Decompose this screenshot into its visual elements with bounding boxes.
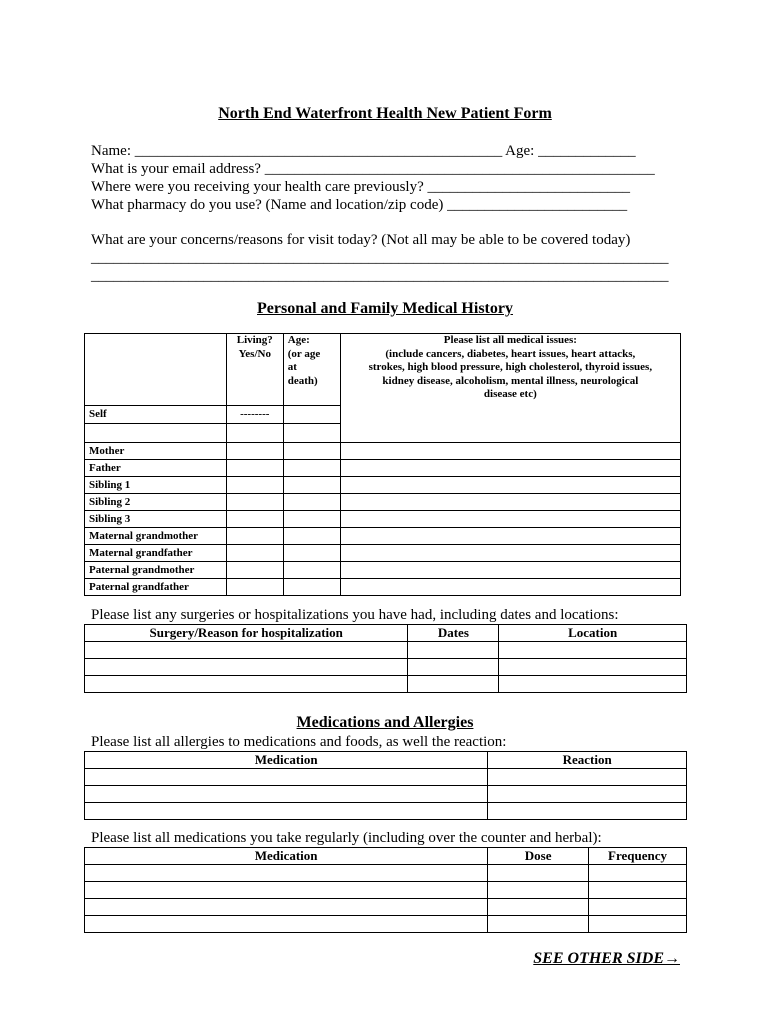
living-cell[interactable] [226,476,283,493]
dose-cell[interactable] [488,899,589,916]
age-cell[interactable] [283,476,340,493]
row-label-paternal-grandfather: Paternal grandfather [85,578,227,595]
issues-cell[interactable] [340,527,680,544]
age-cell[interactable] [283,510,340,527]
row-label-father: Father [85,459,227,476]
row-label-sibling-3: Sibling 3 [85,510,227,527]
see-other-side: SEE OTHER SIDE→ [533,950,680,967]
living-cell[interactable] [226,578,283,595]
age-cell[interactable] [283,527,340,544]
allergies-prompt: Please list all allergies to medications and foods, as well the reaction: [91,734,507,750]
col-dose: Dose [488,848,589,865]
age-cell[interactable] [283,442,340,459]
self-age-cell[interactable] [283,405,340,423]
surgery-reason-cell[interactable] [85,676,408,693]
issues-cell[interactable] [340,510,680,527]
dose-cell[interactable] [488,882,589,899]
col-age-header: Age: (or age at death) [283,334,340,406]
surgery-date-cell[interactable] [408,676,499,693]
concerns-line: What are your concerns/reasons for visit today? (Not all may be able to be covered today) [91,232,631,248]
surgeries-table [84,624,687,693]
living-cell[interactable] [226,442,283,459]
allergy-medication-cell[interactable] [85,786,488,803]
age-cell[interactable] [283,578,340,595]
living-cell[interactable] [226,561,283,578]
row-label-mother: Mother [85,442,227,459]
history-header-blank [85,334,227,406]
issues-cell[interactable] [340,544,680,561]
surgery-location-cell[interactable] [499,642,687,659]
row-label-maternal-grandfather: Maternal grandfather [85,544,227,561]
frequency-cell[interactable] [589,916,687,933]
medication-cell[interactable] [85,916,488,933]
allergy-reaction-cell[interactable] [488,803,687,820]
row-label-self: Self [85,405,227,423]
allergy-reaction-cell[interactable] [488,769,687,786]
age-cell[interactable] [283,544,340,561]
col-allergy-medication: Medication [85,752,488,769]
col-reaction: Reaction [488,752,687,769]
surgeries-prompt: Please list any surgeries or hospitalizations you have had, including dates and locations: [91,607,619,623]
issues-cell[interactable] [340,578,680,595]
living-cell[interactable] [226,510,283,527]
previous-care-line: Where were you receiving your health care previously? ___________________________ [91,179,631,195]
self-blank-cell[interactable] [85,424,227,442]
medications-prompt: Please list all medications you take regularly (including over the counter and herbal): [91,830,602,846]
issues-cell[interactable] [340,493,680,510]
medical-history-table [84,333,681,596]
col-medication: Medication [85,848,488,865]
col-dates: Dates [408,625,499,642]
frequency-cell[interactable] [589,882,687,899]
allergy-medication-cell[interactable] [85,803,488,820]
issues-cell[interactable] [340,561,680,578]
col-living-header: Living? Yes/No [226,334,283,406]
age-cell[interactable] [283,561,340,578]
col-surgery-reason: Surgery/Reason for hospitalization [85,625,408,642]
row-label-sibling-2: Sibling 2 [85,493,227,510]
medication-cell[interactable] [85,865,488,882]
concerns-blank-line: _____________________________________________________________________________ [91,250,669,266]
dose-cell[interactable] [488,916,589,933]
col-issues-header: Please list all medical issues: (include cancers, diabetes, heart issues, heart attacks, strokes, high blood pressure, high cholesterol, thyroid issues, kidney disease, alcoholism, mental illness, neurological disease etc) [340,334,680,443]
allergies-table [84,751,687,820]
living-cell[interactable] [226,544,283,561]
col-location: Location [499,625,687,642]
frequency-cell[interactable] [589,899,687,916]
self-blank-cell[interactable] [226,424,283,442]
concerns-blank-line: _____________________________________________________________________________ [91,268,669,284]
issues-cell[interactable] [340,459,680,476]
dose-cell[interactable] [488,865,589,882]
living-cell[interactable] [226,527,283,544]
frequency-cell[interactable] [589,865,687,882]
col-frequency: Frequency [589,848,687,865]
medications-table [84,847,687,933]
row-label-paternal-grandmother: Paternal grandmother [85,561,227,578]
surgery-reason-cell[interactable] [85,642,408,659]
age-cell[interactable] [283,459,340,476]
row-label-maternal-grandmother: Maternal grandmother [85,527,227,544]
issues-cell[interactable] [340,476,680,493]
self-blank-cell[interactable] [283,424,340,442]
surgery-date-cell[interactable] [408,642,499,659]
living-cell[interactable] [226,459,283,476]
history-title: Personal and Family Medical History [257,300,513,317]
living-cell[interactable] [226,493,283,510]
surgery-location-cell[interactable] [499,659,687,676]
form-title: North End Waterfront Health New Patient Form [218,105,552,122]
surgery-reason-cell[interactable] [85,659,408,676]
email-line: What is your email address? ____________________________________________________ [91,161,655,177]
allergy-medication-cell[interactable] [85,769,488,786]
age-cell[interactable] [283,493,340,510]
row-label-sibling-1: Sibling 1 [85,476,227,493]
medications-allergies-title: Medications and Allergies [296,714,474,731]
surgery-location-cell[interactable] [499,676,687,693]
medication-cell[interactable] [85,899,488,916]
medication-cell[interactable] [85,882,488,899]
pharmacy-line: What pharmacy do you use? (Name and location/zip code) ________________________ [91,197,628,213]
name-age-line: Name: _________________________________________________ Age: _____________ [91,143,636,159]
surgery-date-cell[interactable] [408,659,499,676]
self-living-cell: -------- [226,405,283,423]
allergy-reaction-cell[interactable] [488,786,687,803]
issues-cell[interactable] [340,442,680,459]
